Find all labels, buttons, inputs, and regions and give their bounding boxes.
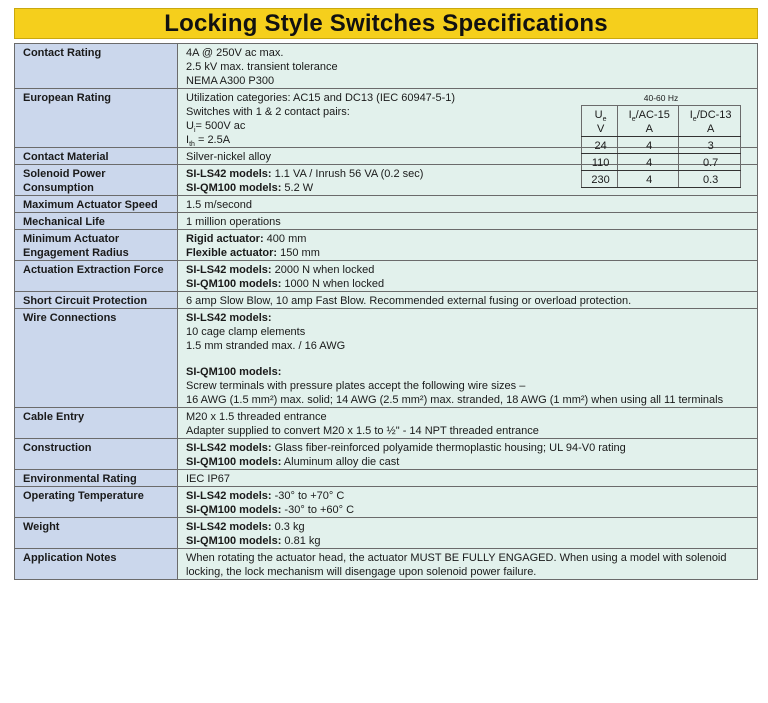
thermal-current-part: = 2.5A [194, 134, 231, 146]
model-label: SI-QM100 models: [186, 504, 282, 516]
spec-value [178, 309, 758, 408]
insulation-voltage-part: U [186, 120, 194, 132]
value-line: Utilization categories: AC15 and DC13 (IEC 60947-5-1) [186, 92, 456, 104]
insulation-voltage-part: = 500V ac [195, 120, 246, 132]
value-line [186, 60, 751, 74]
model-label: SI-LS42 models: [186, 521, 272, 533]
value-line [186, 339, 751, 353]
title-banner [14, 8, 758, 39]
value-line [186, 311, 751, 325]
spec-value [178, 518, 758, 549]
model-label: SI-QM100 models: [186, 535, 282, 547]
spec-row [15, 261, 758, 292]
header-unit: A [706, 123, 715, 135]
spec-row [15, 89, 758, 148]
value-text: 1 million operations [186, 216, 281, 228]
value-text: 1.5 m/second [186, 199, 253, 211]
rating-cell: 4 [618, 171, 679, 188]
spec-label-line: Solenoid Power [23, 168, 106, 180]
spec-label-line: Actuation Extraction Force [23, 264, 164, 276]
spec-label-line: Mechanical Life [23, 216, 105, 228]
spec-row [15, 44, 758, 89]
header-subscript: e [692, 116, 697, 124]
spec-row [15, 439, 758, 470]
spec-label [15, 44, 178, 89]
spec-label [15, 309, 178, 408]
value-text: Screw terminals with pressure plates accept the following wire sizes – [186, 380, 526, 392]
value-text: 1.5 mm stranded max. / 16 AWG [186, 340, 346, 352]
spec-label-line: Environmental Rating [23, 473, 137, 485]
value-line [186, 325, 751, 339]
spec-row [15, 309, 758, 408]
value-text: 150 mm [277, 247, 320, 259]
value-line [186, 441, 751, 455]
value-text: -30° to +70° C [271, 490, 345, 502]
value-line [186, 472, 751, 486]
spec-label-line: Maximum Actuator Speed [23, 199, 158, 211]
header-symbol: U [594, 109, 603, 121]
model-label: SI-LS42 models: [186, 490, 272, 502]
value-line [186, 365, 751, 379]
header-subscript: e [602, 116, 607, 124]
rating-row [582, 171, 741, 188]
spec-label-line: Wire Connections [23, 312, 117, 324]
value-line [186, 424, 751, 438]
rating-cell: 24 [582, 137, 618, 154]
spec-value [178, 408, 758, 439]
spacer [186, 353, 751, 365]
spec-label-line: Minimum Actuator [23, 233, 120, 245]
value-line [186, 74, 751, 88]
spec-label-line: Contact Rating [23, 47, 102, 59]
specifications-table [14, 43, 758, 580]
thermal-current-part: th [189, 141, 195, 149]
value-line [186, 520, 751, 534]
spec-label [15, 470, 178, 487]
model-label: SI-LS42 models: [186, 312, 272, 324]
model-label: Rigid actuator: [186, 233, 264, 245]
value-text: 1000 N when locked [281, 278, 385, 290]
spec-row [15, 470, 758, 487]
model-label: SI-QM100 models: [186, 182, 282, 194]
value-text: Glass fiber-reinforced polyamide thermoplastic housing; UL 94-V0 rating [271, 442, 626, 454]
rating-cell: 230 [582, 171, 618, 188]
spec-label [15, 230, 178, 261]
spec-label-line: Cable Entry [23, 411, 85, 423]
spec-row [15, 487, 758, 518]
spec-label-line: Consumption [23, 182, 94, 194]
value-line [186, 503, 751, 517]
spec-label [15, 518, 178, 549]
value-line [186, 534, 751, 548]
spec-label-line: Construction [23, 442, 92, 454]
value-line [186, 565, 751, 579]
spec-row [15, 408, 758, 439]
insulation-voltage-part: i [193, 127, 196, 135]
utilization-rating-table [581, 93, 741, 188]
spec-label-line: Short Circuit Protection [23, 295, 148, 307]
spec-label [15, 165, 178, 196]
value-line [186, 232, 751, 246]
rating-cell: 4 [618, 154, 679, 171]
spec-value [178, 44, 758, 89]
spec-value [178, 213, 758, 230]
spec-label [15, 89, 178, 148]
rating-cell: 110 [582, 154, 618, 171]
value-text: Silver-nickel alloy [186, 151, 271, 163]
value-text: 2000 N when locked [271, 264, 375, 276]
value-line [186, 551, 751, 565]
value-line [186, 246, 751, 260]
rating-row [582, 137, 741, 154]
spec-label-line: Weight [23, 521, 60, 533]
value-text: Adapter supplied to convert M20 x 1.5 to ½" - 14 NPT threaded entrance [186, 425, 539, 437]
spec-row [15, 549, 758, 580]
spec-value [178, 439, 758, 470]
spec-label [15, 487, 178, 518]
value-line [186, 489, 751, 503]
model-label: SI-QM100 models: [186, 366, 282, 378]
model-label: SI-LS42 models: [186, 264, 272, 276]
spec-label [15, 261, 178, 292]
value-text: 0.81 kg [281, 535, 321, 547]
value-text: 1.1 VA / Inrush 56 VA (0.2 sec) [271, 168, 424, 180]
header-symbol: I [689, 109, 693, 121]
value-text: IEC IP67 [186, 473, 231, 485]
header-subscript: e [631, 116, 636, 124]
model-label: Flexible actuator: [186, 247, 278, 259]
rating-row [582, 154, 741, 171]
spec-label-line: Operating Temperature [23, 490, 144, 502]
spec-label [15, 439, 178, 470]
value-line [186, 263, 751, 277]
value-text: 10 cage clamp elements [186, 326, 306, 338]
spec-value [178, 261, 758, 292]
header-unit: A [645, 123, 653, 135]
value-text: 0.3 kg [271, 521, 305, 533]
spec-value [178, 470, 758, 487]
value-text: 16 AWG (1.5 mm²) max. solid; 14 AWG (2.5 mm²) max. stranded, 18 AWG (1 mm²) when using all 11 terminals [186, 394, 724, 406]
spec-row [15, 213, 758, 230]
model-label: SI-LS42 models: [186, 168, 272, 180]
value-line [186, 294, 751, 308]
spec-label-line: European Rating [23, 92, 112, 104]
value-line [186, 277, 751, 291]
rating-column-header [582, 106, 618, 137]
value-line [186, 455, 751, 469]
value-text: 400 mm [263, 233, 307, 245]
spec-row [15, 230, 758, 261]
rating-cell: 0.7 [679, 154, 741, 171]
spec-label [15, 292, 178, 309]
spec-value [178, 487, 758, 518]
value-line [186, 410, 751, 424]
rating-column-header [679, 106, 741, 137]
value-text: locking, the lock mechanism will disengage upon solenoid power failure. [186, 566, 537, 578]
value-text: 6 amp Slow Blow, 10 amp Fast Blow. Recommended external fusing or overload protection. [186, 295, 632, 307]
spec-row [15, 196, 758, 213]
header-symbol: I [628, 109, 632, 121]
value-line [186, 379, 751, 393]
header-unit: V [596, 123, 605, 135]
rating-column-header [618, 106, 679, 137]
value-text: 5.2 W [281, 182, 314, 194]
value-text: NEMA A300 P300 [186, 75, 275, 87]
spec-label [15, 549, 178, 580]
spec-label-line: Engagement Radius [23, 247, 129, 259]
spec-label [15, 213, 178, 230]
spec-label [15, 408, 178, 439]
spec-row [15, 518, 758, 549]
header-category: /DC-13 [696, 109, 732, 121]
header-category: /AC-15 [635, 109, 670, 121]
model-label: SI-QM100 models: [186, 278, 282, 290]
rating-cell: 0.3 [679, 171, 741, 188]
value-line [186, 393, 751, 407]
value-text: -30° to +60° C [281, 504, 355, 516]
value-text: M20 x 1.5 threaded entrance [186, 411, 327, 423]
value-text: When rotating the actuator head, the actuator MUST BE FULLY ENGAGED. When using a model with solenoid [186, 552, 727, 564]
spec-label [15, 196, 178, 213]
value-line [186, 46, 751, 60]
spec-label-line: Application Notes [23, 552, 117, 564]
page-title: Locking Style Switches Specifications [164, 9, 608, 37]
value-line [186, 215, 751, 229]
value-line: Switches with 1 & 2 contact pairs: [186, 106, 350, 118]
rating-cell: 4 [618, 137, 679, 154]
value-text: 4A @ 250V ac max. [186, 47, 284, 59]
value-line [186, 198, 751, 212]
spec-value [178, 230, 758, 261]
spec-label [15, 148, 178, 165]
value-text: Aluminum alloy die cast [281, 456, 400, 468]
spec-row [15, 292, 758, 309]
thermal-current-part: I [186, 134, 190, 146]
value-text: 2.5 kV max. transient tolerance [186, 61, 338, 73]
model-label: SI-QM100 models: [186, 456, 282, 468]
model-label: SI-LS42 models: [186, 442, 272, 454]
spec-value [178, 196, 758, 213]
spec-label-line: Contact Material [23, 151, 109, 163]
spec-value [178, 292, 758, 309]
spec-value [178, 549, 758, 580]
rating-cell: 3 [679, 137, 741, 154]
frequency-label: 40-60 Hz [643, 93, 679, 103]
